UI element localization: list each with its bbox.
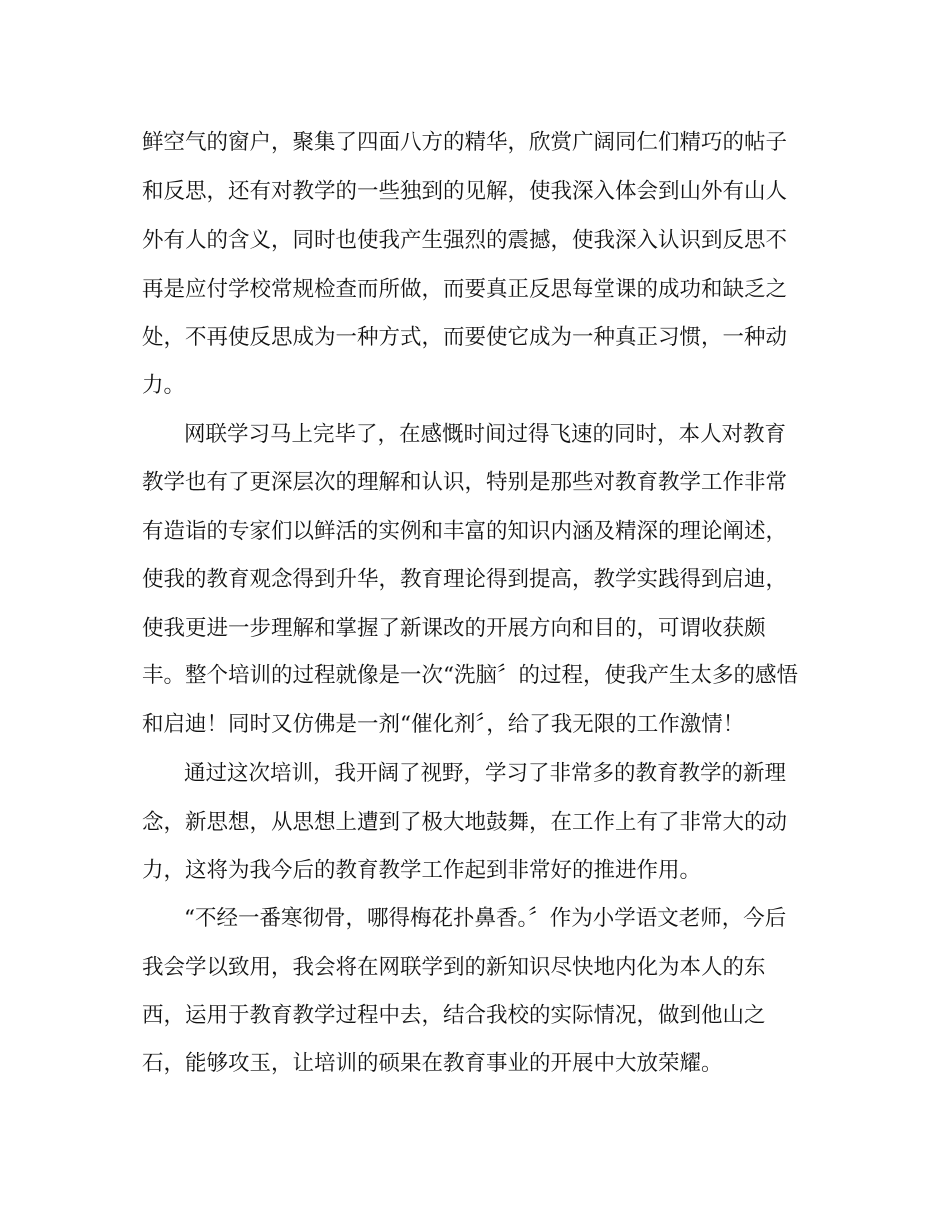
text-line: 鲜空气的窗户，聚集了四面八方的精华，欣赏广阔同仁们精巧的帖子 bbox=[142, 130, 788, 155]
paragraph-start-line: “不经一番寒彻骨，哪得梅花扑鼻香。〞作为小学语文老师，今后 bbox=[184, 906, 787, 931]
text-line: 教学也有了更深层次的理解和认识，特别是那些对教育教学工作非常 bbox=[142, 470, 788, 495]
text-line: 我会学以致用，我会将在网联学到的新知识尽快地内化为本人的东 bbox=[142, 955, 766, 980]
text-line: 力。 bbox=[142, 373, 186, 398]
text-line: 丰。整个培训的过程就像是一次“洗脑〞的过程，使我产生太多的感悟 bbox=[142, 663, 798, 688]
text-line: 力，这将为我今后的教育教学工作起到非常好的推进作用。 bbox=[142, 858, 702, 883]
text-line: 处，不再使反思成为一种方式，而要使它成为一种真正习惯，一种动 bbox=[142, 325, 788, 350]
text-line: 使我更进一步理解和掌握了新课改的开展方向和目的，可谓收获颇 bbox=[142, 616, 766, 641]
text-line: 使我的教育观念得到升华，教育理论得到提高，教学实践得到启迪， bbox=[142, 567, 788, 592]
text-line: 念，新思想，从思想上遭到了极大地鼓舞，在工作上有了非常大的动 bbox=[142, 810, 788, 835]
text-line: 和启迪！同时又仿佛是一剂“催化剂〞，给了我无限的工作激情！ bbox=[142, 712, 745, 737]
text-line: 和反思，还有对教学的一些独到的见解，使我深入体会到山外有山人 bbox=[142, 179, 788, 204]
paragraph-start-line: 网联学习马上完毕了，在感慨时间过得飞速的同时，本人对教育 bbox=[184, 422, 787, 447]
text-line: 外有人的含义，同时也使我产生强烈的震撼，使我深入认识到反思不 bbox=[142, 228, 788, 253]
text-line: 有造诣的专家们以鲜活的实例和丰富的知识内涵及精深的理论阐述， bbox=[142, 519, 788, 544]
paragraph-start-line: 通过这次培训，我开阔了视野，学习了非常多的教育教学的新理 bbox=[184, 761, 787, 786]
text-line: 石，能够攻玉，让培训的硕果在教育事业的开展中大放荣耀。 bbox=[142, 1051, 723, 1076]
text-line: 西，运用于教育教学过程中去，结合我校的实际情况，做到他山之 bbox=[142, 1003, 766, 1028]
text-line: 再是应付学校常规检查而所做，而要真正反思每堂课的成功和缺乏之 bbox=[142, 277, 788, 302]
